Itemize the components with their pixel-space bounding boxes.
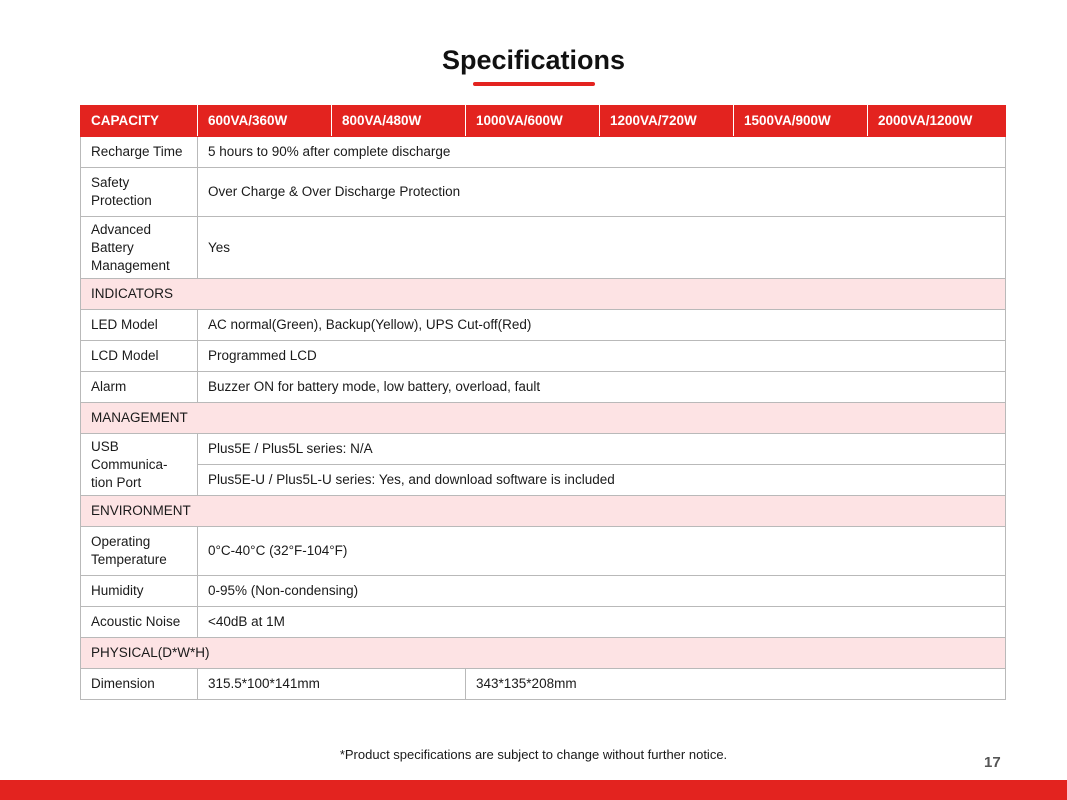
row-label-recharge-time: Recharge Time [81, 137, 198, 168]
table-header-row [81, 106, 1006, 137]
row-value-operating-temperature: 0°C-40°C (32°F-104°F) [198, 527, 1006, 576]
row-value-safety-protection: Over Charge & Over Discharge Protection [198, 168, 1006, 217]
table-row [81, 168, 1006, 217]
row-value-led-model: AC normal(Green), Backup(Yellow), UPS Cut-off(Red) [198, 310, 1006, 341]
header-2000va: 2000VA/1200W [868, 106, 1006, 137]
table-row [81, 576, 1006, 607]
table-row [81, 137, 1006, 168]
row-label-operating-temperature: Operating Temperature [81, 527, 198, 576]
title-underline [473, 82, 595, 86]
row-label-usb-port: USB Communica- tion Port [81, 434, 198, 496]
row-label-humidity: Humidity [81, 576, 198, 607]
bottom-accent-bar [0, 780, 1067, 800]
row-label-dimension: Dimension [81, 669, 198, 700]
footnote: *Product specifications are subject to change without further notice. [339, 747, 728, 762]
row-label-led-model: LED Model [81, 310, 198, 341]
specifications-table [80, 105, 1006, 700]
section-row-management [81, 403, 1006, 434]
header-600va: 600VA/360W [198, 106, 332, 137]
table-row [81, 465, 1006, 496]
table-row [81, 434, 1006, 465]
section-row-indicators [81, 279, 1006, 310]
row-label-lcd-model: LCD Model [81, 341, 198, 372]
section-title-physical: PHYSICAL(D*W*H) [81, 638, 1006, 669]
table-row [81, 310, 1006, 341]
header-800va: 800VA/480W [332, 106, 466, 137]
header-capacity: CAPACITY [81, 106, 198, 137]
row-value-recharge-time: 5 hours to 90% after complete discharge [198, 137, 1006, 168]
header-1500va: 1500VA/900W [734, 106, 868, 137]
table-row [81, 341, 1006, 372]
table-row [81, 527, 1006, 576]
table-row [81, 372, 1006, 403]
row-value-lcd-model: Programmed LCD [198, 341, 1006, 372]
section-title-indicators: INDICATORS [81, 279, 1006, 310]
table-row [81, 669, 1006, 700]
section-row-physical [81, 638, 1006, 669]
row-value-dimension-small: 315.5*100*141mm [198, 669, 466, 700]
row-value-usb-u-series: Plus5E-U / Plus5L-U series: Yes, and download software is included [198, 465, 1006, 496]
row-label-acoustic-noise: Acoustic Noise [81, 607, 198, 638]
row-value-usb-standard: Plus5E / Plus5L series: N/A [198, 434, 1006, 465]
row-value-humidity: 0-95% (Non-condensing) [198, 576, 1006, 607]
row-value-alarm: Buzzer ON for battery mode, low battery, overload, fault [198, 372, 1006, 403]
row-label-safety-protection: Safety Protection [81, 168, 198, 217]
section-title-management: MANAGEMENT [81, 403, 1006, 434]
header-1200va: 1200VA/720W [600, 106, 734, 137]
row-value-acoustic-noise: <40dB at 1M [198, 607, 1006, 638]
row-label-battery-management: Advanced Battery Management [81, 217, 198, 279]
header-1000va: 1000VA/600W [466, 106, 600, 137]
table-row [81, 217, 1006, 279]
page-number: 17 [984, 754, 1001, 771]
row-value-dimension-large: 343*135*208mm [466, 669, 1006, 700]
table-row [81, 607, 1006, 638]
page-title: Specifications [441, 45, 626, 75]
section-row-environment [81, 496, 1006, 527]
row-value-battery-management: Yes [198, 217, 1006, 279]
row-label-alarm: Alarm [81, 372, 198, 403]
section-title-environment: ENVIRONMENT [81, 496, 1006, 527]
